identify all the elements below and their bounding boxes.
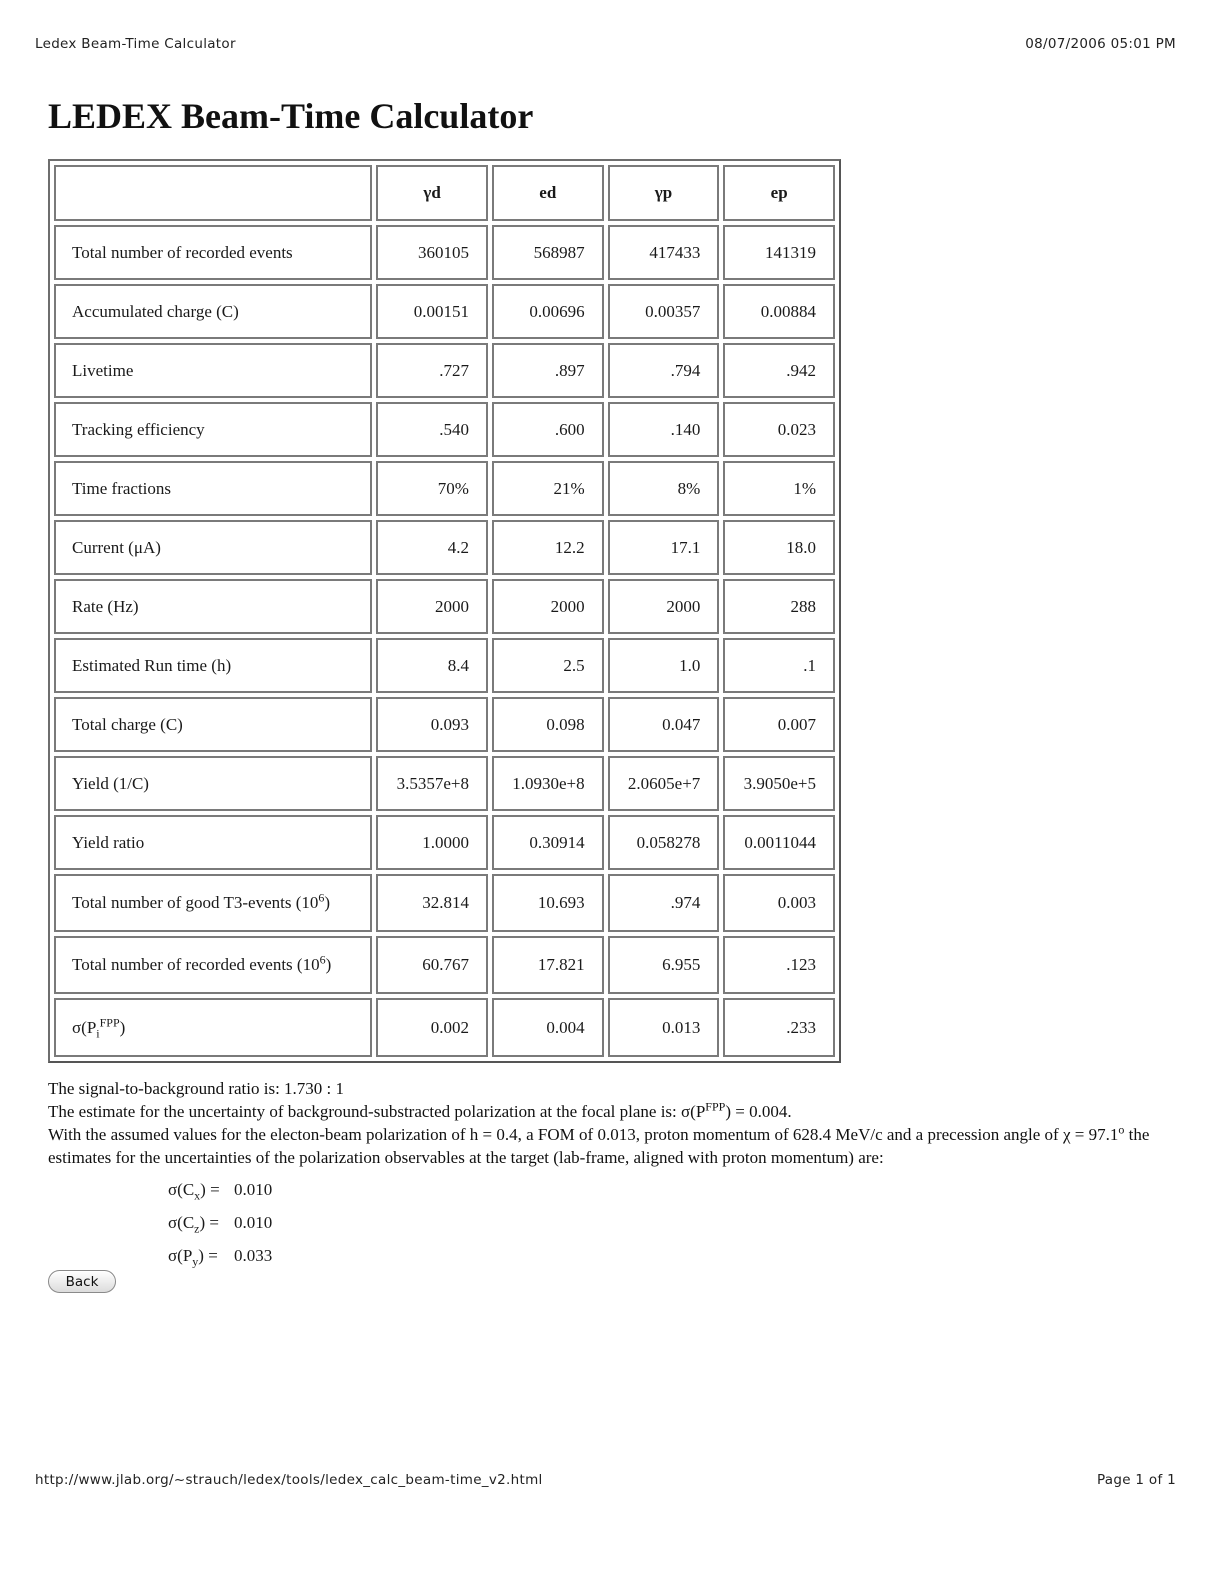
- table-cell: 8%: [608, 461, 720, 516]
- row-label: Time fractions: [54, 461, 372, 516]
- header-empty-cell: [54, 165, 372, 221]
- table-cell: 2.0605e+7: [608, 756, 720, 811]
- page-title: LEDEX Beam-Time Calculator: [48, 96, 534, 136]
- table-cell: 0.047: [608, 697, 720, 752]
- column-header: γd: [376, 165, 488, 221]
- target-intro-rest: the estimates for the uncertainties of the polarization observables at the target (lab-frame, aligned with proton momentum) are:: [48, 1125, 1150, 1167]
- row-label-superscript: FPP: [99, 1014, 120, 1029]
- table-cell: 0.013: [608, 998, 720, 1057]
- row-label-exponent: 6: [319, 952, 326, 967]
- sigma-subscript: y: [192, 1253, 199, 1268]
- table-row: [54, 461, 835, 516]
- focal-plane-estimate: [48, 1100, 1178, 1123]
- table-cell: 2000: [376, 579, 488, 634]
- table-cell: .1: [723, 638, 835, 693]
- sigma-label: [168, 1213, 230, 1233]
- table-row: [54, 343, 835, 398]
- print-footer-page: Page 1 of 1: [1096, 1472, 1176, 1488]
- results-table-wrapper: [48, 159, 841, 1063]
- sigma-label: [168, 1246, 230, 1266]
- signal-background-ratio: The signal-to-background ratio is: 1.730 : 1: [48, 1079, 345, 1098]
- table-cell: 0.002: [376, 998, 488, 1057]
- table-row: [54, 936, 835, 994]
- table-cell: 141319: [723, 225, 835, 280]
- table-cell: 2000: [608, 579, 720, 634]
- print-header-title: Ledex Beam-Time Calculator: [35, 36, 236, 52]
- table-cell: .897: [492, 343, 604, 398]
- table-cell: 3.5357e+8: [376, 756, 488, 811]
- table-cell: 1.0: [608, 638, 720, 693]
- focal-plane-text: The estimate for the uncertainty of background-substracted polarization at the focal plane is: σ(P: [48, 1102, 706, 1121]
- summary-text: [48, 1077, 1178, 1169]
- table-cell: 0.00357: [608, 284, 720, 339]
- table-cell: 3.9050e+5: [723, 756, 835, 811]
- sigma-label-close: ) =: [199, 1212, 219, 1232]
- row-label-text: Total number of good T3-events (10: [72, 893, 319, 912]
- table-cell: 0.007: [723, 697, 835, 752]
- table-cell: 21%: [492, 461, 604, 516]
- sigma-value: 0.033: [234, 1245, 273, 1265]
- row-label-text: Total number of recorded events (10: [72, 955, 320, 974]
- table-cell: .233: [723, 998, 835, 1057]
- table-cell: 0.00696: [492, 284, 604, 339]
- table-row: [54, 579, 835, 634]
- table-row: [54, 225, 835, 280]
- row-label: Accumulated charge (C): [54, 284, 372, 339]
- sigma-label-text: σ(P: [168, 1245, 193, 1265]
- row-label: Total number of recorded events: [54, 225, 372, 280]
- degree-superscript: o: [1118, 1122, 1125, 1137]
- table-cell: 17.1: [608, 520, 720, 575]
- column-header: γp: [608, 165, 720, 221]
- table-cell: .974: [608, 874, 720, 932]
- row-label: Yield (1/C): [54, 756, 372, 811]
- row-label: Tracking efficiency: [54, 402, 372, 457]
- table-cell: 0.004: [492, 998, 604, 1057]
- target-intro-text: With the assumed values for the electon-beam polarization of h = 0.4, a FOM of 0.013, proton momentum of 628.4 MeV/c and a precession angle of χ = 97.1: [48, 1125, 1119, 1144]
- sigma-label-text: σ(C: [168, 1179, 195, 1199]
- table-cell: 12.2: [492, 520, 604, 575]
- table-cell: 4.2: [376, 520, 488, 575]
- table-cell: 0.00884: [723, 284, 835, 339]
- row-label: Yield ratio: [54, 815, 372, 870]
- fpp-superscript: FPP: [705, 1099, 726, 1114]
- sigma-label-close: ) =: [198, 1245, 218, 1265]
- table-cell: 18.0: [723, 520, 835, 575]
- table-cell: 0.058278: [608, 815, 720, 870]
- table-cell: 6.955: [608, 936, 720, 994]
- table-cell: 2000: [492, 579, 604, 634]
- sigma-label-close: ) =: [200, 1179, 220, 1199]
- table-cell: 0.0011044: [723, 815, 835, 870]
- table-row: [54, 520, 835, 575]
- print-footer-url: http://www.jlab.org/~strauch/ledex/tools/ledex_calc_beam-time_v2.html: [35, 1472, 543, 1488]
- list-item: [168, 1206, 272, 1239]
- table-cell: .942: [723, 343, 835, 398]
- table-cell: .123: [723, 936, 835, 994]
- sigma-subscript: x: [194, 1187, 201, 1202]
- row-label: Livetime: [54, 343, 372, 398]
- table-cell: 0.003: [723, 874, 835, 932]
- table-row: [54, 284, 835, 339]
- table-cell: 0.30914: [492, 815, 604, 870]
- list-item: [168, 1173, 272, 1206]
- sigma-label-text: σ(C: [168, 1212, 195, 1232]
- row-label: [54, 936, 372, 994]
- row-label: [54, 998, 372, 1057]
- row-label: Current (μA): [54, 520, 372, 575]
- table-cell: 1%: [723, 461, 835, 516]
- table-cell: 0.098: [492, 697, 604, 752]
- back-button[interactable]: Back: [48, 1270, 116, 1293]
- sigma-label: [168, 1180, 230, 1200]
- print-header-datetime: 08/07/2006 05:01 PM: [1025, 36, 1176, 52]
- table-cell: 0.023: [723, 402, 835, 457]
- table-cell: .794: [608, 343, 720, 398]
- table-cell: 417433: [608, 225, 720, 280]
- row-label: [54, 874, 372, 932]
- table-cell: 288: [723, 579, 835, 634]
- polarization-uncertainties: [168, 1173, 272, 1272]
- row-label: Rate (Hz): [54, 579, 372, 634]
- results-table: [48, 159, 841, 1063]
- table-cell: .727: [376, 343, 488, 398]
- table-cell: 70%: [376, 461, 488, 516]
- row-label-exponent: 6: [318, 890, 325, 905]
- row-label-close: ): [119, 1017, 126, 1037]
- table-cell: 0.00151: [376, 284, 488, 339]
- sigma-subscript: z: [194, 1220, 200, 1235]
- table-cell: .600: [492, 402, 604, 457]
- table-row: [54, 874, 835, 932]
- table-row: [54, 638, 835, 693]
- table-cell: 17.821: [492, 936, 604, 994]
- table-row: [54, 402, 835, 457]
- table-cell: 2.5: [492, 638, 604, 693]
- sigma-value: 0.010: [234, 1212, 273, 1232]
- table-cell: .140: [608, 402, 720, 457]
- row-label: Total charge (C): [54, 697, 372, 752]
- row-label-close: ): [325, 955, 332, 974]
- list-item: [168, 1239, 272, 1272]
- row-label-subscript: i: [96, 1025, 100, 1040]
- table-row: [54, 697, 835, 752]
- table-cell: 8.4: [376, 638, 488, 693]
- table-cell: 0.093: [376, 697, 488, 752]
- row-label-close: ): [324, 893, 331, 912]
- row-label-text: σ(P: [72, 1017, 97, 1037]
- table-cell: 60.767: [376, 936, 488, 994]
- target-estimate-intro: [48, 1123, 1178, 1169]
- focal-plane-value: ) = 0.004.: [725, 1102, 792, 1121]
- table-cell: 10.693: [492, 874, 604, 932]
- table-header-row: [54, 165, 835, 221]
- table-row: [54, 756, 835, 811]
- table-cell: 32.814: [376, 874, 488, 932]
- table-cell: 1.0930e+8: [492, 756, 604, 811]
- table-cell: 360105: [376, 225, 488, 280]
- table-cell: 568987: [492, 225, 604, 280]
- table-cell: .540: [376, 402, 488, 457]
- column-header: ed: [492, 165, 604, 221]
- row-label: Estimated Run time (h): [54, 638, 372, 693]
- table-cell: 1.0000: [376, 815, 488, 870]
- table-row: [54, 815, 835, 870]
- sigma-value: 0.010: [234, 1179, 273, 1199]
- column-header: ep: [723, 165, 835, 221]
- table-row: [54, 998, 835, 1057]
